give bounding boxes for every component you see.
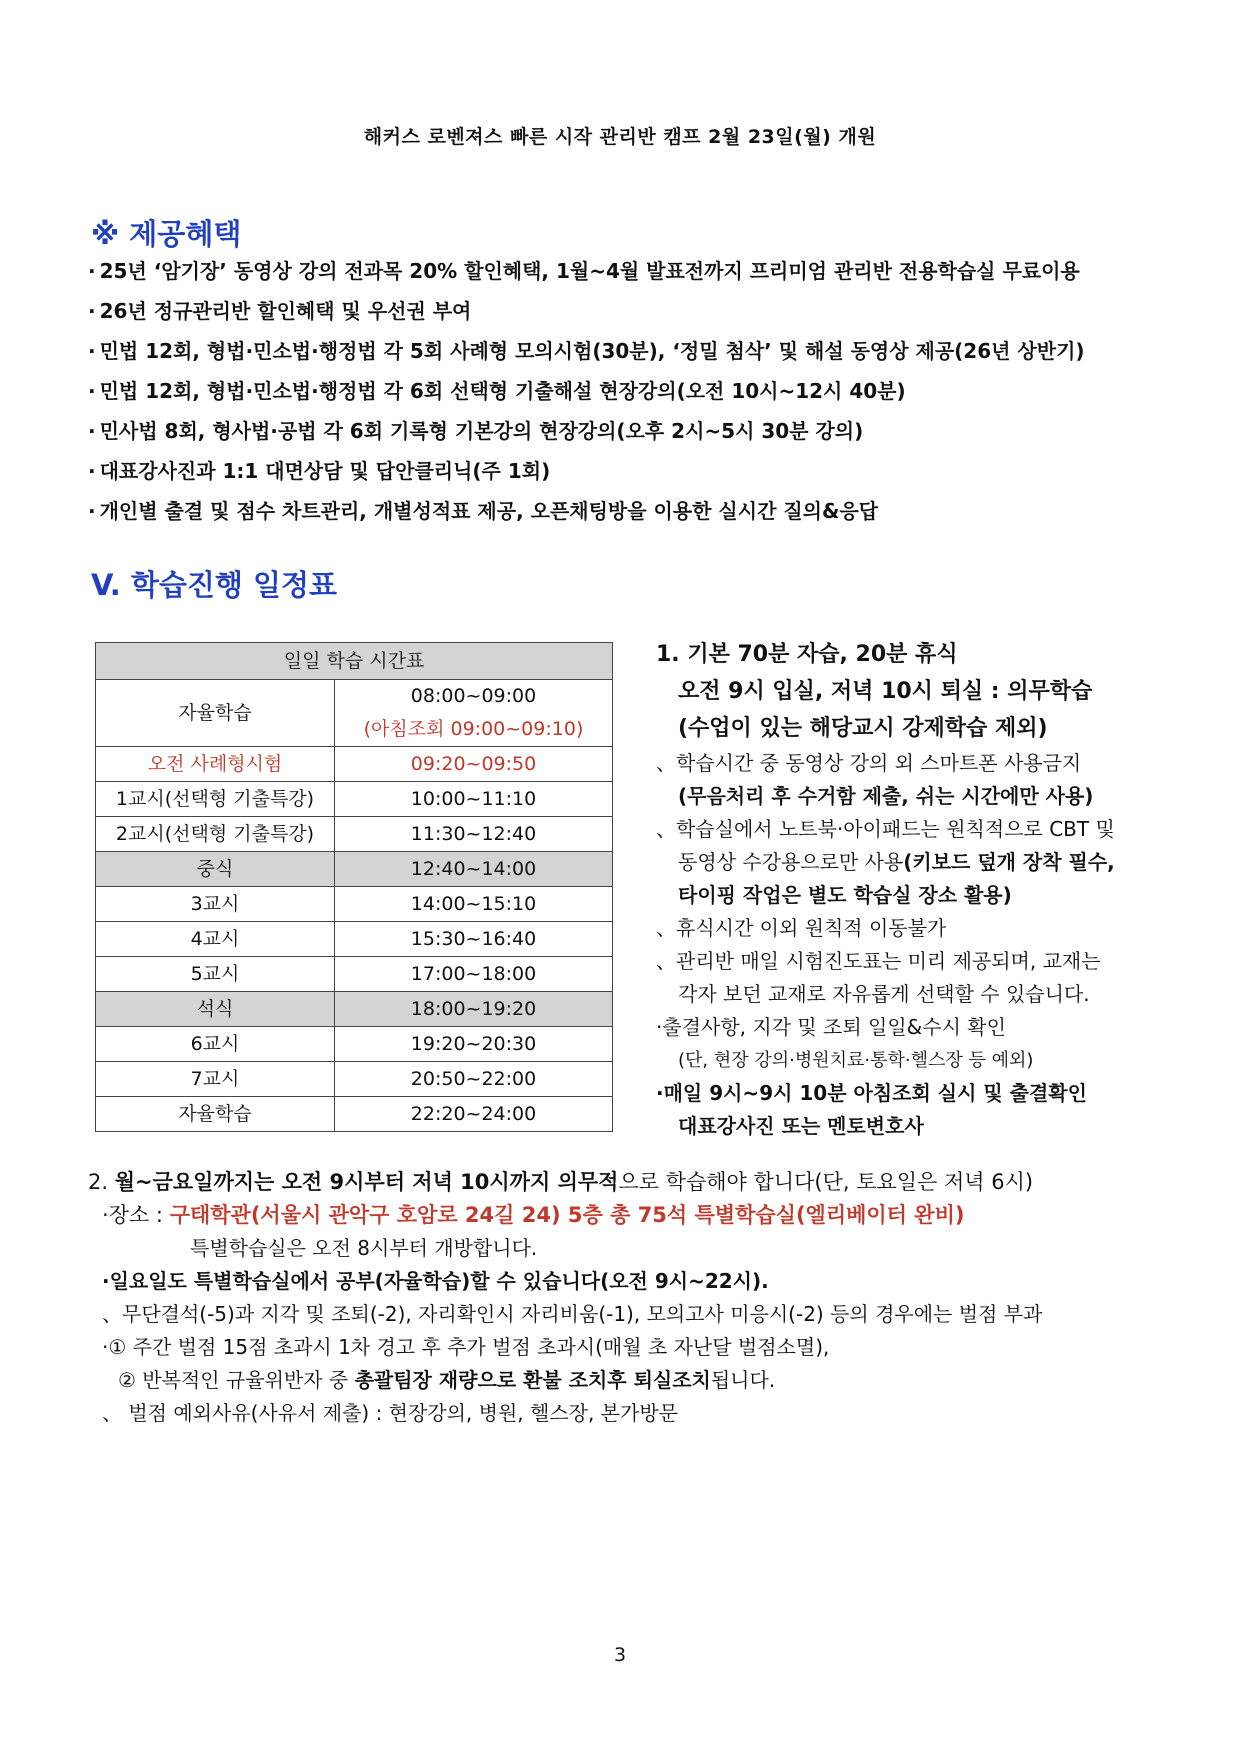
timetable-row	[96, 680, 613, 747]
note-1-line3: (수업이 있는 해당교시 강제학습 제외)	[678, 716, 1048, 741]
timetable-row	[96, 1062, 613, 1097]
note-1-line2: 오전 9시 입실, 저녁 10시 퇴실 : 의무학습	[678, 679, 1093, 704]
benefit-item	[88, 458, 1168, 498]
benefit-text: 개인별 출결 및 점수 차트관리, 개별성적표 제공, 오픈채팅방을 이용한 실시간 질의&응답	[99, 499, 879, 523]
study-notes	[656, 636, 1166, 1143]
bullet-icon: ·	[88, 339, 96, 363]
note-2-b: (무음처리 후 수거함 제출, 쉬는 시간에만 사용)	[678, 784, 1094, 808]
period-label: 자율학습	[96, 680, 335, 747]
timetable-row	[96, 852, 613, 887]
rule-2-label: ·장소 :	[102, 1203, 170, 1227]
rule-2	[88, 1199, 1168, 1232]
benefit-item	[88, 418, 1168, 458]
period-time-main: 08:00~09:00	[410, 685, 537, 707]
note-3-a: 、학습실에서 노트북·아이패드는 원칙적으로 CBT 및	[656, 817, 1115, 841]
timetable-row	[96, 1027, 613, 1062]
period-label: 1교시(선택형 기출특강)	[96, 782, 335, 817]
schedule-section-title: V. 학습진행 일정표	[91, 568, 338, 602]
page-number: 3	[613, 1644, 627, 1666]
rule-2-place: 구태학관(서울시 관악구 호암로 24길 24) 5층 총 75석 특별학습실(엘리베이터 완비)	[169, 1203, 965, 1227]
period-time: 15:30~16:40	[335, 922, 613, 957]
benefit-text: 26년 정규관리반 할인혜택 및 우선권 부여	[99, 299, 472, 323]
timetable-row	[96, 992, 613, 1027]
benefit-item	[88, 378, 1168, 418]
rule-7-c: 됩니다.	[710, 1368, 776, 1392]
bullet-icon: ·	[88, 419, 96, 443]
period-time	[335, 680, 613, 747]
timetable-row	[96, 1097, 613, 1132]
benefits-title: ※ 제공혜택	[91, 217, 242, 251]
period-time: 11:30~12:40	[335, 817, 613, 852]
note-5-b: 각자 보던 교재로 자유롭게 선택할 수 있습니다.	[678, 982, 1090, 1006]
benefits-list	[88, 258, 1168, 538]
period-time: 19:20~20:30	[335, 1027, 613, 1062]
rule-3: 특별학습실은 오전 8시부터 개방합니다.	[190, 1236, 538, 1260]
rule-7	[88, 1364, 1168, 1397]
note-3-b-bold: (키보드 덮개 장착 필수,	[903, 850, 1115, 874]
bullet-icon: ·	[88, 259, 96, 283]
period-time: 12:40~14:00	[335, 852, 613, 887]
period-label: 3교시	[96, 887, 335, 922]
benefit-text: 민법 12회, 형법·민소법·행정법 각 5회 사례형 모의시험(30분), ‘정밀 첨삭’ 및 해설 동영상 제공(26년 상반기)	[99, 339, 1085, 363]
note-6-a: ·출결사항, 지각 및 조퇴 일일&수시 확인	[656, 1015, 1006, 1039]
note-6-b: (단, 현장 강의·병원치료·통학·헬스장 등 예외)	[678, 1050, 1034, 1071]
timetable-row	[96, 782, 613, 817]
timetable-row	[96, 817, 613, 852]
morning-assembly-time: (아침조회 09:00~09:10)	[363, 718, 584, 740]
period-label: 6교시	[96, 1027, 335, 1062]
period-label: 자율학습	[96, 1097, 335, 1132]
rule-1	[88, 1166, 1168, 1199]
note-3-c: 타이핑 작업은 별도 학습실 장소 활용)	[678, 883, 1012, 907]
bullet-icon: ·	[88, 379, 96, 403]
rule-1-number: 2.	[88, 1170, 115, 1194]
document-header: 해커스 로벤져스 빠른 시작 관리반 캠프 2월 23일(월) 개원	[363, 126, 877, 148]
note-1-title: 1. 기본 70분 자습, 20분 휴식	[656, 642, 958, 667]
note-4: 、휴식시간 이외 원칙적 이동불가	[656, 916, 947, 940]
period-time: 18:00~19:20	[335, 992, 613, 1027]
period-label: 4교시	[96, 922, 335, 957]
timetable-row	[96, 957, 613, 992]
benefit-item	[88, 338, 1168, 378]
rule-7-a: ② 반복적인 규율위반자 중	[118, 1368, 355, 1392]
period-label: 오전 사례형시험	[96, 747, 335, 782]
rule-5: 、무단결석(-5)과 지각 및 조퇴(-2), 자리확인시 자리비움(-1), 모의고사 미응시(-2) 등의 경우에는 벌점 부과	[102, 1302, 1043, 1326]
timetable-title: 일일 학습 시간표	[96, 643, 613, 680]
period-time: 20:50~22:00	[335, 1062, 613, 1097]
attendance-rules	[88, 1166, 1168, 1430]
period-label: 석식	[96, 992, 335, 1027]
rule-1-bold: 월~금요일까지는 오전 9시부터 저녁 10시까지 의무적	[114, 1170, 619, 1194]
timetable-row	[96, 747, 613, 782]
period-time: 22:20~24:00	[335, 1097, 613, 1132]
period-label: 7교시	[96, 1062, 335, 1097]
rule-7-bold: 총괄팀장 재량으로 환불 조치후 퇴실조치	[354, 1368, 711, 1392]
period-time: 17:00~18:00	[335, 957, 613, 992]
period-time: 09:20~09:50	[335, 747, 613, 782]
period-label: 2교시(선택형 기출특강)	[96, 817, 335, 852]
benefit-text: 25년 ‘암기장’ 동영상 강의 전과목 20% 할인혜택, 1월~4월 발표전까지 프리미엄 관리반 전용학습실 무료이용	[99, 259, 1080, 283]
period-label: 중식	[96, 852, 335, 887]
benefit-item	[88, 498, 1168, 538]
bullet-icon: ·	[88, 459, 96, 483]
note-2-a: 、학습시간 중 동영상 강의 외 스마트폰 사용금지	[656, 751, 1082, 775]
note-7-b: 대표강사진 또는 멘토변호사	[678, 1114, 924, 1138]
note-3-b	[656, 846, 1166, 879]
benefit-item	[88, 258, 1168, 298]
timetable-row	[96, 887, 613, 922]
note-3-b-text: 동영상 수강용으로만 사용	[678, 850, 904, 874]
bullet-icon: ·	[88, 299, 96, 323]
period-label: 5교시	[96, 957, 335, 992]
note-7-a: ·매일 9시~9시 10분 아침조회 실시 및 출결확인	[656, 1081, 1087, 1105]
timetable-row	[96, 922, 613, 957]
benefit-text: 민법 12회, 형법·민소법·행정법 각 6회 선택형 기출해설 현장강의(오전 10시~12시 40분)	[99, 379, 906, 403]
rule-6: ·① 주간 벌점 15점 초과시 1차 경고 후 추가 벌점 초과시(매월 초 자난달 벌점소멸),	[102, 1335, 830, 1359]
benefit-text: 민사법 8회, 형사법·공법 각 6회 기록형 기본강의 현장강의(오후 2시~5시 30분 강의)	[99, 419, 864, 443]
rule-4: ·일요일도 특별학습실에서 공부(자율학습)할 수 있습니다(오전 9시~22시).	[102, 1269, 769, 1293]
rule-8: 、 벌점 예외사유(사유서 제출) : 현장강의, 병원, 헬스장, 본가방문	[102, 1401, 678, 1425]
note-5-a: 、관리반 매일 시험진도표는 미리 제공되며, 교재는	[656, 949, 1101, 973]
period-time: 14:00~15:10	[335, 887, 613, 922]
daily-timetable	[95, 642, 613, 1132]
period-time: 10:00~11:10	[335, 782, 613, 817]
benefit-item	[88, 298, 1168, 338]
benefit-text: 대표강사진과 1:1 대면상담 및 답안클리닉(주 1회)	[99, 459, 551, 483]
bullet-icon: ·	[88, 499, 96, 523]
rule-1-rest: 으로 학습해야 합니다(단, 토요일은 저녁 6시)	[618, 1170, 1034, 1194]
